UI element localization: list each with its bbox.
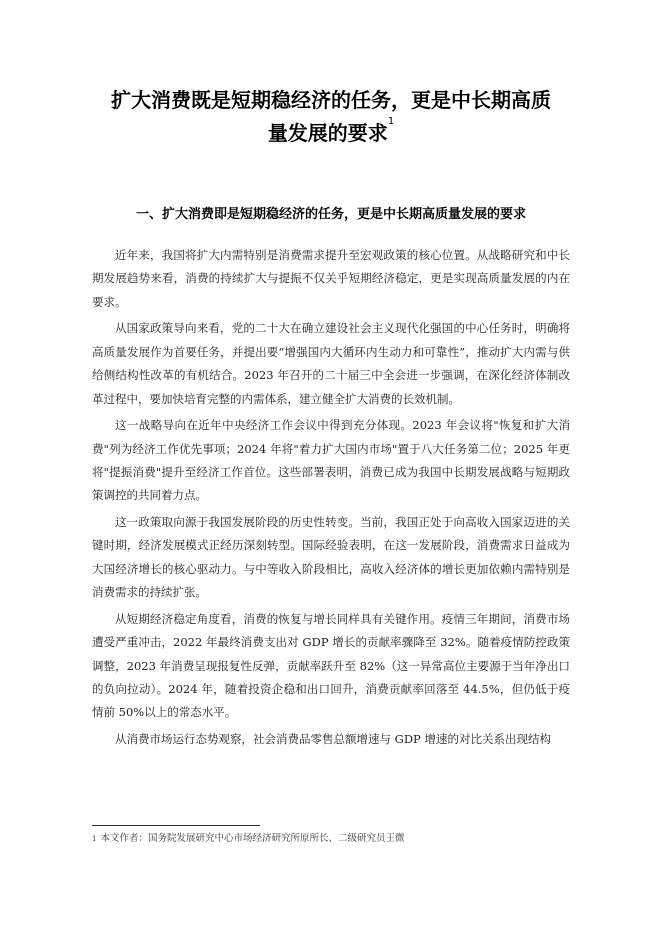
title-line-2-text: 量发展的要求 <box>267 121 388 145</box>
paragraph: 近年来，我国将扩大内需特别是消费需求提升至宏观政策的核心位置。从战略研究和中长期发展趋势来看，消费的持续扩大与提振不仅关乎短期经济稳定，更是实现高质量发展的内在要求。 <box>92 248 570 309</box>
section-heading: 一、扩大消费即是短期稳经济的任务，更是中长期高质量发展的要求 <box>135 207 526 222</box>
footnote <box>92 832 570 846</box>
title-line-1: 扩大消费既是短期稳经济的任务，更是中长期高质 <box>111 88 551 112</box>
title-line-2 <box>96 117 566 150</box>
footnote-marker: 1 <box>92 835 97 843</box>
footnote-text: 本文作者：国务院发展研究中心市场经济研究所原所长、二级研究员王微 <box>100 833 405 844</box>
paragraph: 这一战略导向在近年中央经济工作会议中得到充分体现。2023 年会议将"恢复和扩大消费"列为经济工作优先事项；2024 年将"着力扩大国内市场"置于八大任务第二位；2025 年更将"提振消费"提升至经济工作首位。这些部署表明，消费已成为我国中长期发展战略与短期政策调控的共同着力点。 <box>92 418 570 503</box>
paragraph: 从短期经济稳定角度看，消费的恢复与增长同样具有关键作用。疫情三年期间，消费市场遭受严重冲击，2022 年最终消费支出对 GDP 增长的贡献率骤降至 32%。随着疫情防控政策调整，2023 年消费呈现报复性反弹，贡献率跃升至 82%（这一异常高位主要源于当年净出口的负向拉动）。2024 年，随着投资企稳和出口回升，消费贡献率回落至 44.5%，但仍低于疫情前 50%以上的常态水平。 <box>92 611 570 720</box>
title-footnote-marker[interactable]: 1 <box>387 116 395 127</box>
footnote-divider <box>92 825 260 826</box>
document-title <box>96 84 566 150</box>
paragraph: 从国家政策导向来看，党的二十大在确立建设社会主义现代化强国的中心任务时，明确将高质量发展作为首要任务，并提出要“增强国内大循环内生动力和可靠性”，推动扩大内需与供给侧结构性改革的有机结合。2023 年召开的二十届三中全会进一步强调，在深化经济体制改革过程中，要加快培育完整的内需体系，建立健全扩大消费的长效机制。 <box>92 321 570 406</box>
paragraph: 这一政策取向源于我国发展阶段的历史性转变。当前，我国正处于向高收入国家迈进的关键时期，经济发展模式正经历深刻转型。国际经验表明，在这一发展阶段，消费需求日益成为大国经济增长的核心驱动力。与中等收入阶段相比，高收入经济体的增长更加依赖内需特别是消费需求的持续扩张。 <box>92 515 570 600</box>
body-text <box>92 244 570 755</box>
paragraph: 从消费市场运行态势观察，社会消费品零售总额增速与 GDP 增速的对比关系出现结构 <box>115 732 551 747</box>
